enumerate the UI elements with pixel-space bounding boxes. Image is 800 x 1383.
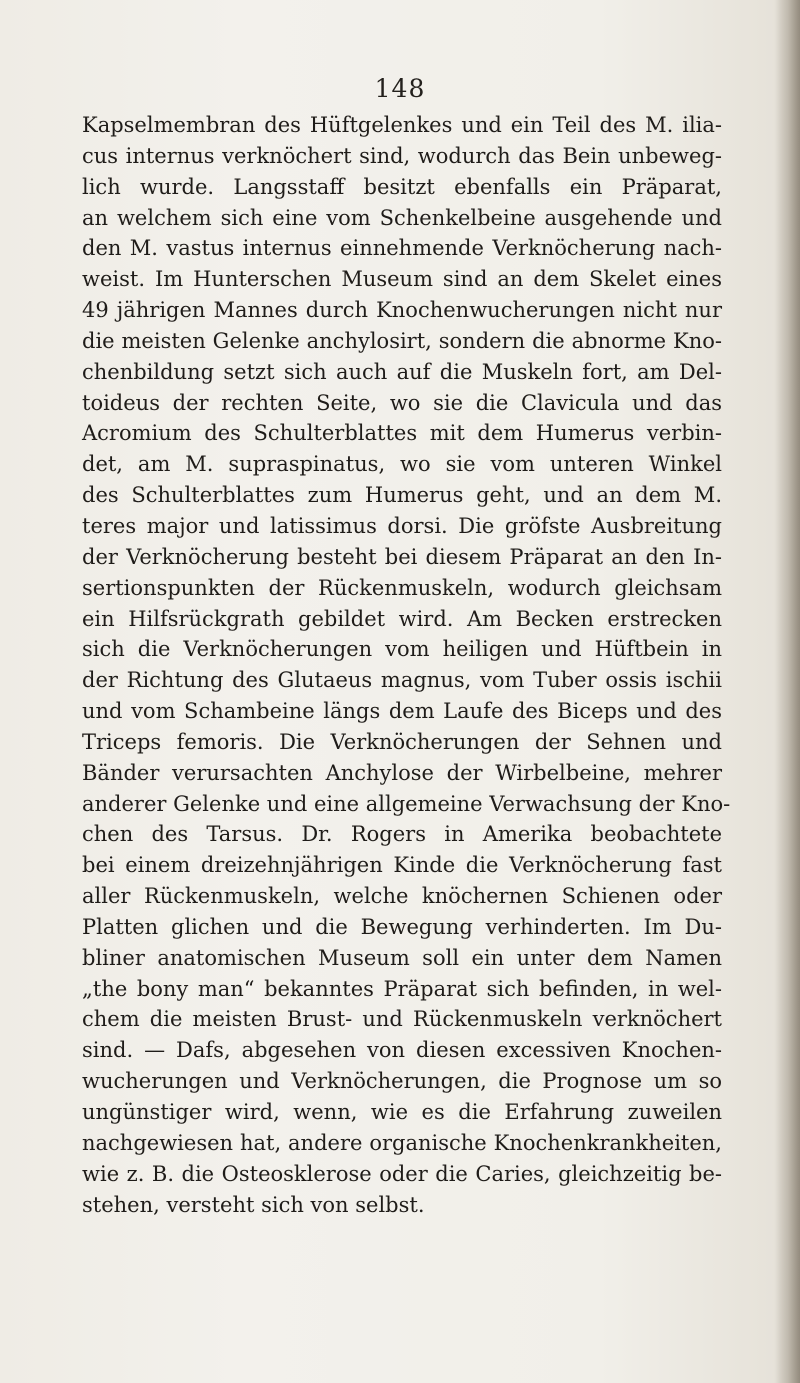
text-line: des Schulterblattes zum Humerus geht, und an dem M. [82,483,722,508]
text-line: Platten glichen und die Bewegung verhinderten. Im Du- [82,914,722,939]
text-line: aller Rückenmuskeln, welche knöchernen Schienen oder [82,884,722,909]
text-line: wucherungen und Verknöcherungen, die Prognose um so [82,1069,722,1094]
text-line: wie z. B. die Osteosklerose oder die Caries, gleichzeitig be- [82,1161,722,1186]
text-line: an welchem sich eine vom Schenkelbeine ausgehende und [82,205,722,230]
text-line: Kapselmembran des Hüftgelenkes und ein Teil des M. ilia- [82,113,722,137]
text-line: chen des Tarsus. Dr. Rogers in Amerika beobachtete [82,822,722,847]
text-line: bliner anatomischen Museum soll ein unter dem Namen [82,945,722,970]
text-line: teres major und latissimus dorsi. Die gröfste Ausbreitung [82,513,722,538]
text-line: cus internus verknöchert sind, wodurch das Bein unbeweg- [82,143,722,168]
text-line: die meisten Gelenke anchylosirt, sondern die abnorme Kno- [82,328,722,353]
text-line: toideus der rechten Seite, wo sie die Clavicula und das [82,390,722,415]
text-line: lich wurde. Langsstaff besitzt ebenfalls ein Präparat, [82,174,722,199]
text-line: der Verknöcherung besteht bei diesem Präparat an den In- [82,544,722,569]
text-line: und vom Schambeine längs dem Laufe des Biceps und des [82,699,722,724]
text-line: Bänder verursachten Anchylose der Wirbelbeine, mehrer [82,760,722,785]
text-line: den M. vastus internus einnehmende Verknöcherung nach- [82,236,722,261]
text-line: chenbildung setzt sich auch auf die Muskeln fort, am Del- [82,359,722,384]
page-number: 148 [374,74,426,103]
text-line: sertionspunkten der Rückenmuskeln, wodurch gleichsam [82,575,722,600]
text-line: „the bony man“ bekanntes Präparat sich befinden, in wel- [82,976,722,1001]
text-line: Acromium des Schulterblattes mit dem Humerus verbin- [82,421,722,446]
text-line: sind. — Dafs, abgesehen von diesen excessiven Knochen- [82,1038,722,1063]
text-line: nachgewiesen hat, andere organische Knochenkrankheiten, [82,1130,722,1155]
text-line: det, am M. supraspinatus, wo sie vom unteren Winkel [82,452,722,477]
text-line: ungünstiger wird, wenn, wie es die Erfahrung zuweilen [82,1100,722,1124]
text-line: anderer Gelenke und eine allgemeine Verwachsung der Kno- [82,791,731,816]
body-text [82,110,731,1220]
text-line: 49 jährigen Mannes durch Knochenwucherungen nicht nur [82,298,722,323]
text-line: Triceps femoris. Die Verknöcherungen der Sehnen und [82,729,722,754]
page-edge-shadow [774,0,800,1383]
text-line: weist. Im Hunterschen Museum sind an dem Skelet eines [82,267,722,292]
text-line: ein Hilfsrückgrath gebildet wird. Am Becken erstrecken [82,606,722,631]
text-line: chem die meisten Brust- und Rückenmuskeln verknöchert [82,1007,722,1032]
text-line: sich die Verknöcherungen vom heiligen und Hüftbein in [82,637,722,662]
text-line: bei einem dreizehnjährigen Kinde die Verknöcherung fast [82,853,722,878]
text-line: der Richtung des Glutaeus magnus, vom Tuber ossis ischii [82,668,722,693]
text-line: stehen, versteht sich von selbst. [82,1192,425,1217]
